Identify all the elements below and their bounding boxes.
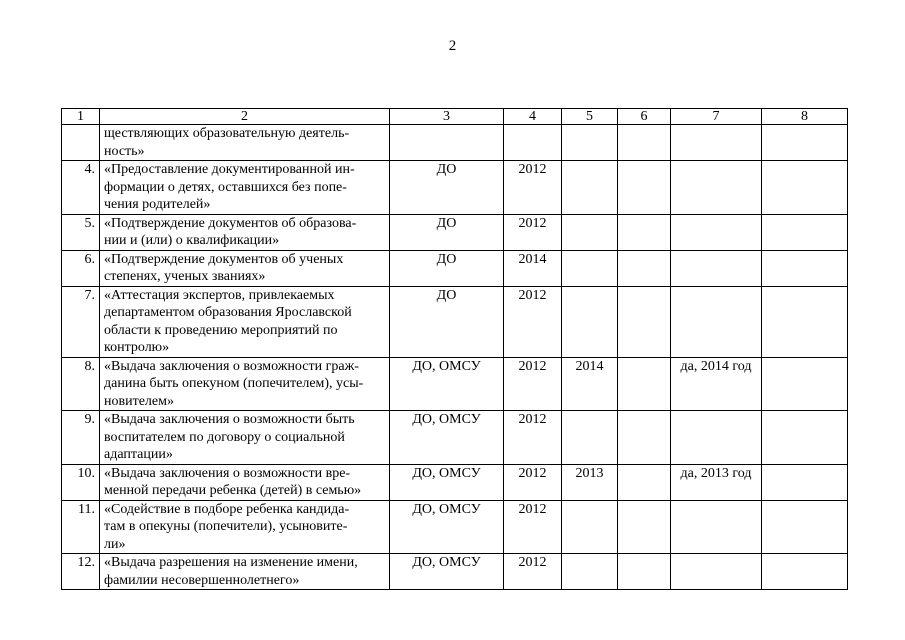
row-number-cell: 6.: [62, 250, 100, 286]
service-name-cell: «Выдача заключения о возможности быть воспитателем по договору о социальной адаптации»: [100, 411, 390, 465]
col7-cell: [671, 500, 762, 554]
col8-cell: [762, 125, 848, 161]
col7-cell: [671, 125, 762, 161]
table-row: [62, 214, 848, 250]
table-row: [62, 464, 848, 500]
col6-cell: [618, 357, 671, 411]
table-row: [62, 554, 848, 590]
col8-cell: [762, 554, 848, 590]
year-cell: 2012: [504, 411, 562, 465]
col7-cell: [671, 286, 762, 357]
year-cell: 2012: [504, 214, 562, 250]
service-name-cell: ществляющих образовательную деятель- ность»: [100, 125, 390, 161]
authority-cell: ДО: [390, 286, 504, 357]
col6-cell: [618, 250, 671, 286]
year-cell: 2012: [504, 464, 562, 500]
col7-cell: да, 2014 год: [671, 357, 762, 411]
table-row: [62, 357, 848, 411]
table-row: [62, 161, 848, 215]
col5-cell: 2014: [562, 357, 618, 411]
col8-cell: [762, 250, 848, 286]
row-number-cell: 11.: [62, 500, 100, 554]
header-cell: 7: [671, 109, 762, 125]
col8-cell: [762, 286, 848, 357]
col8-cell: [762, 500, 848, 554]
header-cell: 2: [100, 109, 390, 125]
header-cell: 8: [762, 109, 848, 125]
col5-cell: [562, 250, 618, 286]
col8-cell: [762, 464, 848, 500]
table-row: [62, 500, 848, 554]
page-number: 2: [448, 38, 457, 54]
authority-cell: ДО, ОМСУ: [390, 554, 504, 590]
authority-cell: [390, 125, 504, 161]
col8-cell: [762, 411, 848, 465]
service-name-cell: «Подтверждение документов об образова- нии и (или) о квалификации»: [100, 214, 390, 250]
service-name-cell: «Аттестация экспертов, привлекаемых департаментом образования Ярославской области к проведению мероприятий по контролю»: [100, 286, 390, 357]
col6-cell: [618, 286, 671, 357]
table-row: [62, 286, 848, 357]
col6-cell: [618, 125, 671, 161]
row-number-cell: 12.: [62, 554, 100, 590]
row-number-cell: 9.: [62, 411, 100, 465]
col6-cell: [618, 464, 671, 500]
col8-cell: [762, 214, 848, 250]
year-cell: 2012: [504, 554, 562, 590]
header-row: [62, 109, 848, 125]
service-name-cell: «Выдача заключения о возможности граж- данина быть опекуном (попечителем), усы- новителем»: [100, 357, 390, 411]
authority-cell: ДО: [390, 250, 504, 286]
row-number-cell: 10.: [62, 464, 100, 500]
col5-cell: [562, 125, 618, 161]
service-name-cell: «Выдача заключения о возможности вре- менной передачи ребенка (детей) в семью»: [100, 464, 390, 500]
col7-cell: да, 2013 год: [671, 464, 762, 500]
col7-cell: [671, 161, 762, 215]
authority-cell: ДО, ОМСУ: [390, 500, 504, 554]
year-cell: 2012: [504, 500, 562, 554]
row-number-cell: [62, 125, 100, 161]
year-cell: 2012: [504, 161, 562, 215]
authority-cell: ДО, ОМСУ: [390, 357, 504, 411]
col7-cell: [671, 250, 762, 286]
col8-cell: [762, 161, 848, 215]
header-cell: 6: [618, 109, 671, 125]
col7-cell: [671, 554, 762, 590]
header-cell: 4: [504, 109, 562, 125]
table-row: [62, 125, 848, 161]
col7-cell: [671, 411, 762, 465]
services-table: [61, 108, 848, 590]
col5-cell: [562, 500, 618, 554]
authority-cell: ДО, ОМСУ: [390, 411, 504, 465]
year-cell: 2014: [504, 250, 562, 286]
authority-cell: ДО, ОМСУ: [390, 464, 504, 500]
col5-cell: 2013: [562, 464, 618, 500]
col8-cell: [762, 357, 848, 411]
service-name-cell: «Предоставление документированной ин- формации о детях, оставшихся без попе- чения родителей»: [100, 161, 390, 215]
col6-cell: [618, 161, 671, 215]
service-name-cell: «Подтверждение документов об ученых степенях, ученых званиях»: [100, 250, 390, 286]
col5-cell: [562, 554, 618, 590]
service-name-cell: «Содействие в подборе ребенка кандида- там в опекуны (попечители), усыновите- ли»: [100, 500, 390, 554]
col5-cell: [562, 214, 618, 250]
col5-cell: [562, 286, 618, 357]
header-cell: 3: [390, 109, 504, 125]
table-body: [62, 125, 848, 590]
authority-cell: ДО: [390, 161, 504, 215]
col5-cell: [562, 161, 618, 215]
col6-cell: [618, 214, 671, 250]
col6-cell: [618, 411, 671, 465]
col6-cell: [618, 500, 671, 554]
header-cell: 5: [562, 109, 618, 125]
service-name-cell: «Выдача разрешения на изменение имени, фамилии несовершеннолетнего»: [100, 554, 390, 590]
table-row: [62, 411, 848, 465]
col6-cell: [618, 554, 671, 590]
year-cell: 2012: [504, 357, 562, 411]
header-cell: 1: [62, 109, 100, 125]
col7-cell: [671, 214, 762, 250]
year-cell: [504, 125, 562, 161]
row-number-cell: 4.: [62, 161, 100, 215]
authority-cell: ДО: [390, 214, 504, 250]
row-number-cell: 5.: [62, 214, 100, 250]
row-number-cell: 8.: [62, 357, 100, 411]
row-number-cell: 7.: [62, 286, 100, 357]
col5-cell: [562, 411, 618, 465]
year-cell: 2012: [504, 286, 562, 357]
table-row: [62, 250, 848, 286]
